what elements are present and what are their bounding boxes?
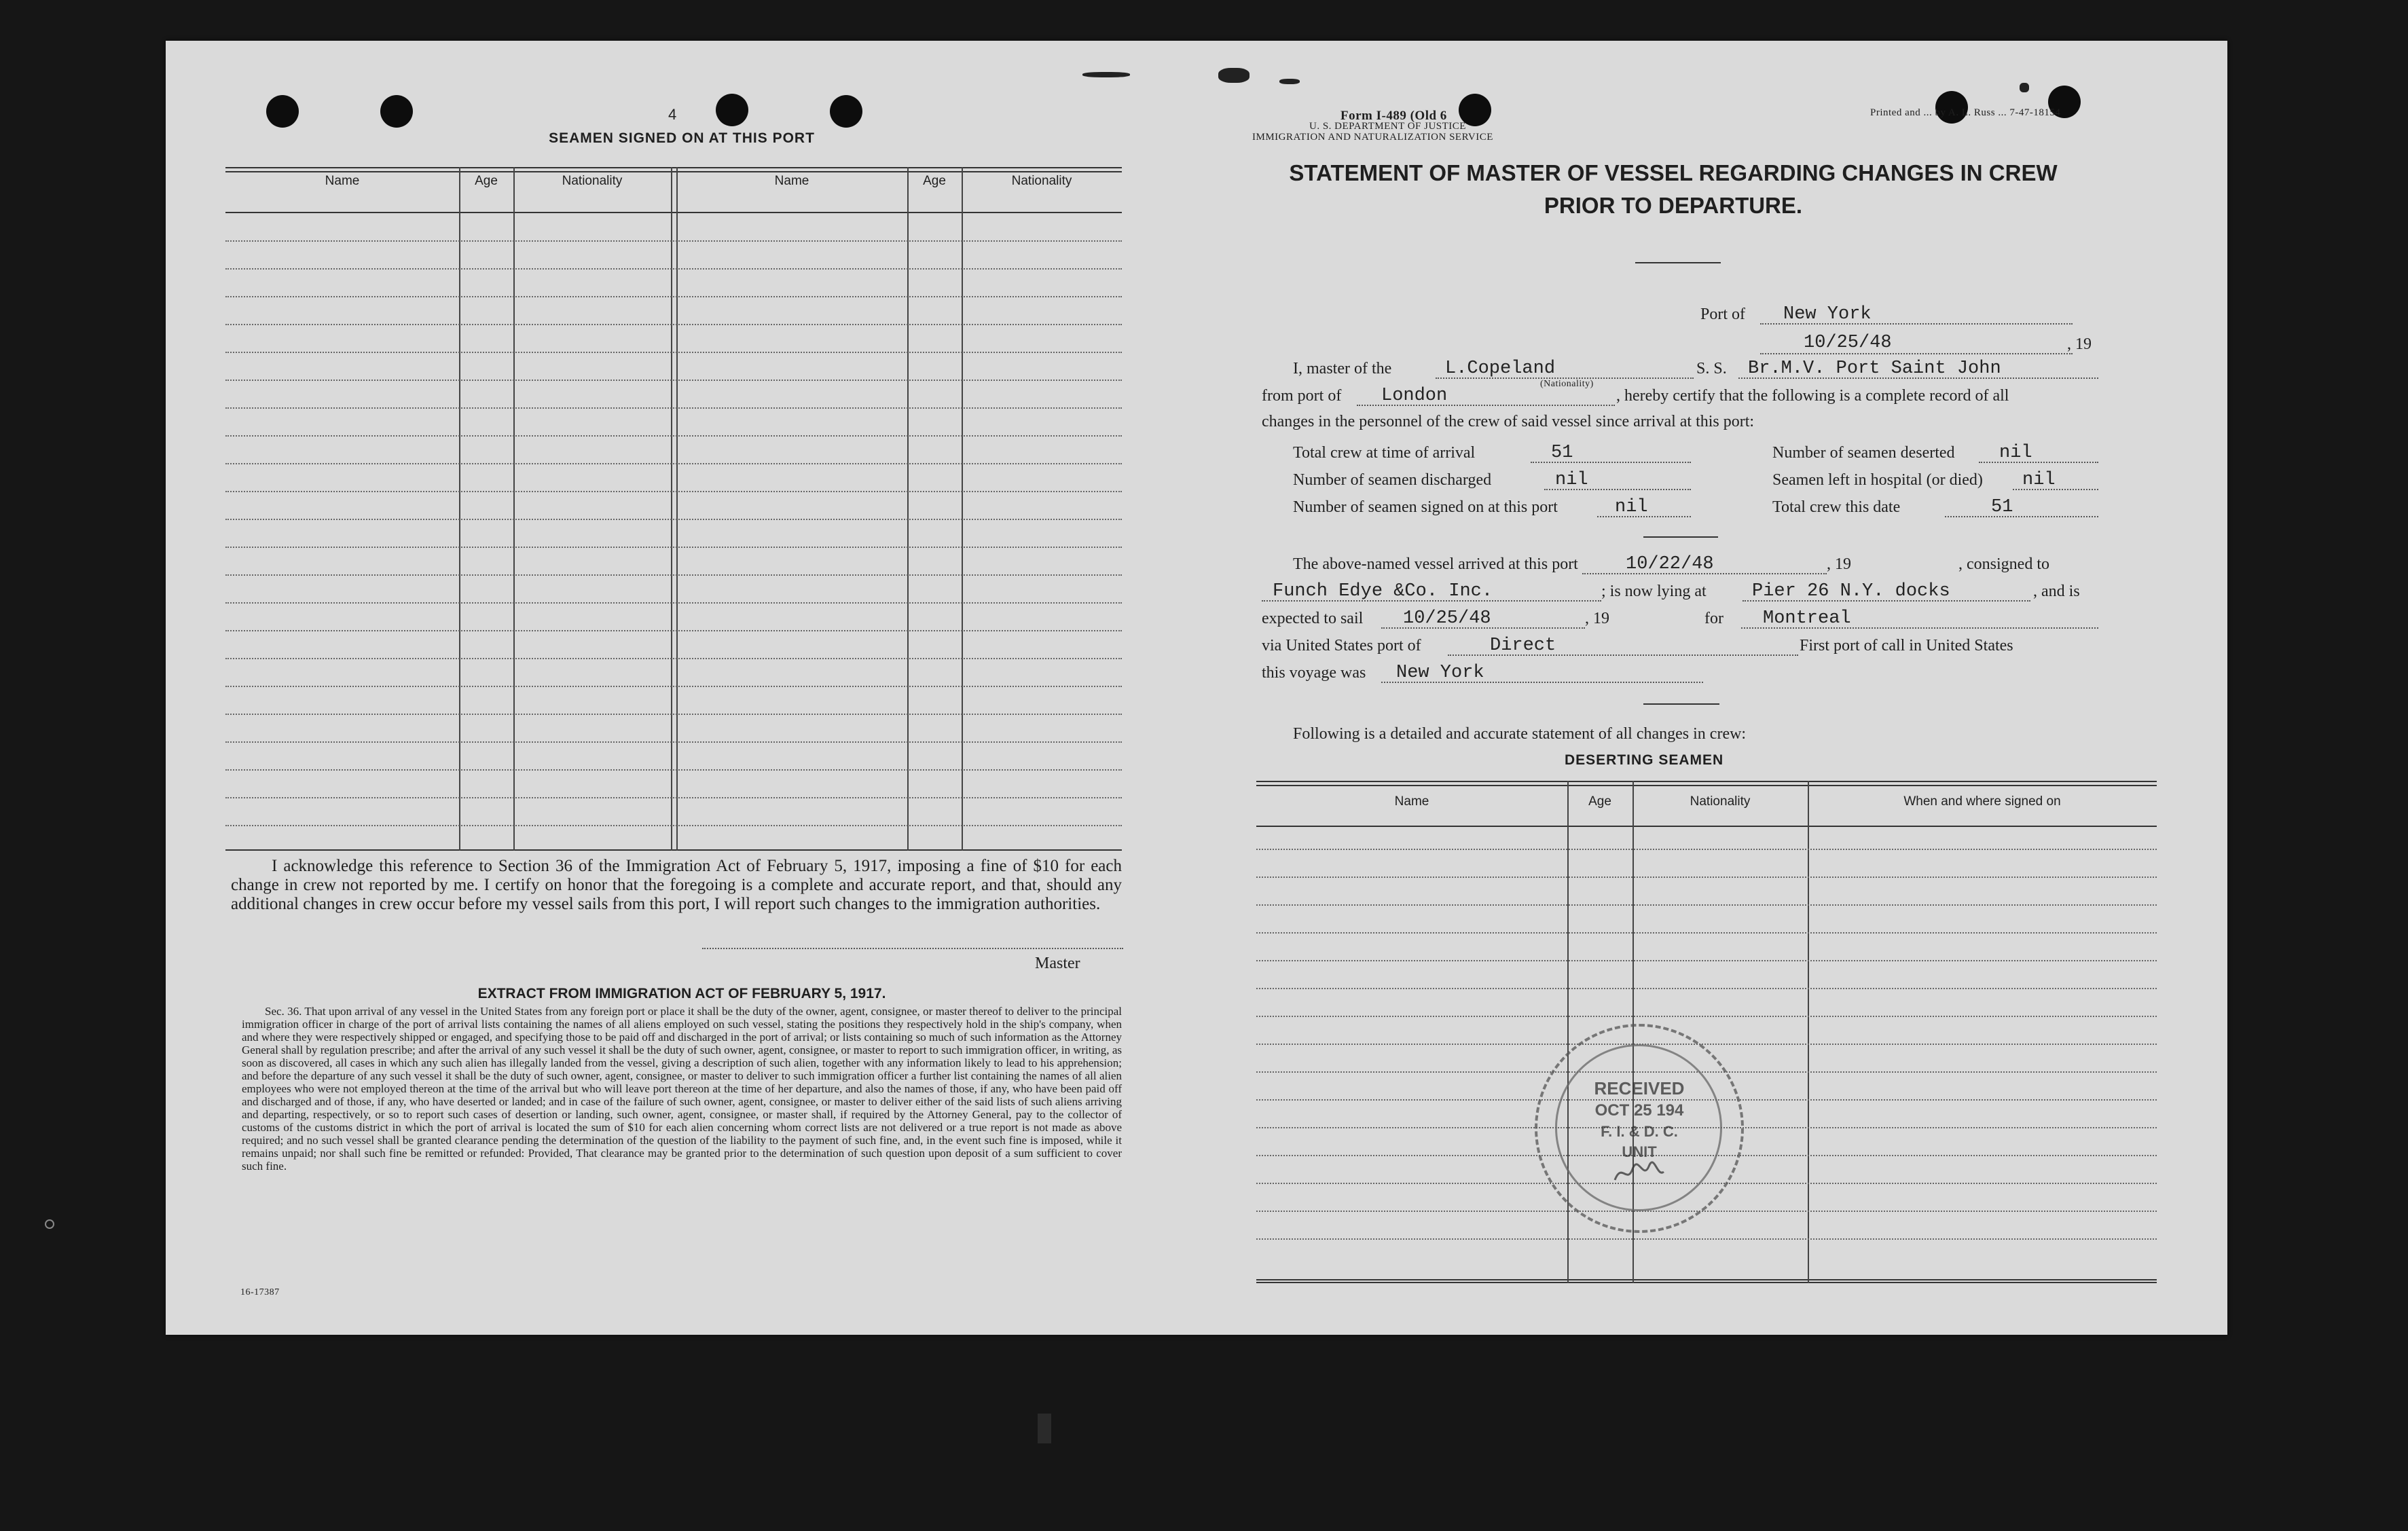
form-number: 16-17387: [240, 1287, 280, 1297]
punch-hole: [266, 95, 299, 128]
ship-value: Br.M.V. Port Saint John: [1748, 358, 2001, 379]
page-number: 4: [668, 106, 677, 123]
form-title: STATEMENT OF MASTER OF VESSEL REGARDING CHANGES IN CREW: [1289, 160, 2058, 185]
certify-text: , hereby certify that the following is a complete record of all: [1616, 387, 2009, 405]
service: IMMIGRATION AND NATURALIZATION SERVICE: [1252, 132, 1493, 143]
certify-text-2: changes in the personnel of the crew of said vessel since arrival at this port:: [1262, 413, 1755, 430]
and-is-label: , and is: [2033, 583, 2080, 600]
expected-label: expected to sail: [1262, 610, 1364, 627]
first-port-label: First port of call in United States: [1800, 637, 2013, 654]
table-row: [225, 268, 1122, 270]
table-row: [225, 714, 1122, 715]
table-row: [1256, 932, 2157, 934]
table-row: [225, 547, 1122, 548]
port-label: Port of: [1700, 306, 1745, 323]
ink-speck: [1279, 79, 1300, 84]
table-row: [225, 491, 1122, 492]
for-label: for: [1704, 610, 1723, 627]
table-row: [225, 686, 1122, 687]
table-row: [225, 825, 1122, 826]
scan-mark: [45, 1219, 54, 1229]
hospital-value: nil: [2022, 470, 2056, 490]
table-row: [225, 463, 1122, 464]
table-row: [225, 240, 1122, 242]
stamp-unit: F. I. & D. C.: [1601, 1123, 1678, 1140]
table-row: [1256, 960, 2157, 961]
from-port-label: from port of: [1262, 387, 1342, 405]
consigned-label: , consigned to: [1958, 555, 2049, 573]
total-crew-date-value: 51: [1991, 497, 2013, 517]
form-id: Form I-489 (Old 6: [1340, 109, 1447, 123]
column-header-age: Age: [1588, 794, 1611, 809]
lying-label: ; is now lying at: [1601, 583, 1707, 600]
hospital-label: Seamen left in hospital (or died): [1772, 471, 1983, 489]
column-header-nationality: Nationality: [562, 174, 623, 188]
table-row: [1256, 1238, 2157, 1240]
column-header-age: Age: [923, 174, 946, 188]
table-row: [1256, 877, 2157, 878]
expected-value: 10/25/48: [1403, 608, 1491, 629]
extract-text: Sec. 36. That upon arrival of any vessel in the United States from any foreign port or place it shall be the duty of the owner, agent, consignee, or master thereof to deliver to the principal immigration officer in charge of the port of arrival lists containing the names of all aliens employed on such vessel, stating the positions they respectively hold in the ship's company, when and where they were respectively shipped or engaged, and specifying those to be paid off and discharged in the port of arrival; or lists containing so much of such information as the Attorney General shall by regulation prescribe; and after the arrival of any such vessel it shall be the duty of such owner, agent, consignee, or master to report to such immigration officer, in writing, as soon as discovered, all cases in which any such alien has illegally landed from the vessel, giving a description of such alien, together with any information likely to lead to his apprehension; and before the departure of any such vessel it shall be the duty of such owner, agent, consignee, or master to deliver to such immigration officer a further list containing the names of all alien employees who were not employed thereon at the time of the arrival but who will leave port thereon at the time of her departure, and also the names of those, if any, who have been paid off and discharged and of those, if any, who have deserted or landed; and in case of the failure of such owner, agent, consignee, or master to deliver either of the said lists of such aliens arriving and departing, respectively, or so to report such cases of desertion or landing, such owner, agent, consignee, or master shall, if required by the Attorney General, pay to the collector of customs of the customs district in which the port of arrival is located the sum of $10 for each alien concerning whom correct lists are not delivered or a true report is not made as above required; and no such vessel shall be granted clearance pending the determination of the question of the liability to the payment of such fine, and, in the event such fine is imposed, while it remains unpaid; nor shall such fine be remitted or refunded: Provided, That clearance may be granted prior to the determination of such question upon deposit of a sum sufficient to cover such fine.: [242, 1005, 1122, 1173]
nationality-caption: (Nationality): [1540, 379, 1594, 389]
table-row: [1256, 1044, 2157, 1045]
form-title-line2: PRIOR TO DEPARTURE.: [1544, 193, 1803, 218]
expected-year: , 19: [1585, 610, 1609, 627]
stamp-unit-label: UNIT: [1622, 1143, 1657, 1160]
divider: [1643, 536, 1718, 538]
column-header-name: Name: [325, 174, 360, 188]
arrived-year: , 19: [1827, 555, 1851, 573]
section-title: SEAMEN SIGNED ON AT THIS PORT: [549, 130, 815, 146]
signed-on-label: Number of seamen signed on at this port: [1293, 498, 1558, 516]
nationality-value: L.Copeland: [1445, 358, 1556, 379]
punch-hole: [716, 94, 748, 126]
total-crew-arrival-value: 51: [1551, 443, 1573, 463]
extract-title: EXTRACT FROM IMMIGRATION ACT OF FEBRUARY 5, 1917.: [477, 986, 886, 1001]
column-header-name: Name: [774, 174, 809, 188]
table-row: [1256, 849, 2157, 850]
table-row: [225, 352, 1122, 353]
divider: [1635, 262, 1721, 263]
date-value: 10/25/48: [1804, 333, 1892, 353]
arrived-label: The above-named vessel arrived at this port: [1293, 555, 1578, 573]
table-row: [225, 435, 1122, 437]
seamen-signed-on-table: [225, 167, 1122, 851]
via-label: via United States port of: [1262, 637, 1421, 654]
column-header-name: Name: [1394, 794, 1429, 809]
table-row: [225, 602, 1122, 604]
voyage-value: New York: [1396, 663, 1484, 683]
stamp-text: RECEIVED: [1594, 1078, 1685, 1099]
ink-speck: [1082, 72, 1130, 77]
stamp-date: OCT 25 194: [1594, 1101, 1684, 1120]
ink-speck: [1218, 68, 1249, 83]
column-header-nationality: Nationality: [1011, 174, 1072, 188]
consignee-value: Funch Edye &Co. Inc.: [1273, 581, 1493, 602]
discharged-value: nil: [1555, 470, 1588, 490]
column-header-signed-on: When and where signed on: [1903, 794, 2061, 809]
lying-value: Pier 26 N.Y. docks: [1752, 581, 1950, 602]
table-row: [225, 519, 1122, 520]
voyage-label: this voyage was: [1262, 664, 1366, 682]
punch-hole: [830, 95, 862, 128]
document-sheet: [166, 41, 2227, 1335]
punch-hole: [380, 95, 413, 128]
table-row: [225, 797, 1122, 798]
column-header-nationality: Nationality: [1690, 794, 1751, 809]
table-row: [225, 741, 1122, 743]
ink-speck: [2020, 83, 2029, 92]
divider: [1643, 703, 1719, 705]
master-signature-line: [702, 948, 1123, 949]
table-row: [225, 658, 1122, 659]
table-row: [225, 574, 1122, 576]
table-row: [225, 630, 1122, 631]
master-label: Master: [1035, 955, 1080, 972]
table-row: [225, 407, 1122, 409]
via-value: Direct: [1490, 635, 1556, 656]
from-port-value: London: [1381, 386, 1448, 406]
signed-on-value: nil: [1615, 497, 1648, 517]
table-row: [225, 769, 1122, 771]
for-value: Montreal: [1763, 608, 1851, 629]
year-label: , 19: [2067, 335, 2092, 353]
table-row: [225, 380, 1122, 381]
deserted-value: nil: [1999, 443, 2032, 463]
scan-mark: [1038, 1414, 1051, 1443]
printer-note: Printed and ... by A. L. Russ ... 7-47-18154: [1870, 107, 2061, 118]
acknowledgement-text: I acknowledge this reference to Section 36 of the Immigration Act of February 5, 1917, imposing a fine of $10 for each change in crew not reported by me. I certify on honor that the foregoing is a complete and accurate report, and that, should any additional changes in crew occur before my vessel sails from this port, I will report such changes to the immigration authorities.: [231, 857, 1122, 913]
deserting-seamen-title: DESERTING SEAMEN: [1565, 752, 1724, 768]
table-row: [1256, 904, 2157, 906]
initials-signature: [1612, 1160, 1666, 1187]
column-header-age: Age: [475, 174, 498, 188]
deserted-label: Number of seamen deserted: [1772, 444, 1955, 462]
total-crew-date-label: Total crew this date: [1772, 498, 1901, 516]
total-crew-arrival-label: Total crew at time of arrival: [1293, 444, 1476, 462]
master-prefix: I, master of the: [1293, 360, 1392, 377]
discharged-label: Number of seamen discharged: [1293, 471, 1492, 489]
table-row: [1256, 1016, 2157, 1017]
received-stamp: [1535, 1024, 1744, 1233]
table-row: [1256, 988, 2157, 989]
arrived-value: 10/22/48: [1626, 554, 1714, 574]
following-text: Following is a detailed and accurate statement of all changes in crew:: [1293, 725, 1747, 743]
ss-label: S. S.: [1696, 360, 1727, 377]
port-value: New York: [1783, 304, 1872, 325]
department: U. S. DEPARTMENT OF JUSTICE: [1309, 121, 1466, 132]
table-row: [1256, 1211, 2157, 1212]
table-row: [225, 296, 1122, 297]
table-row: [225, 324, 1122, 325]
